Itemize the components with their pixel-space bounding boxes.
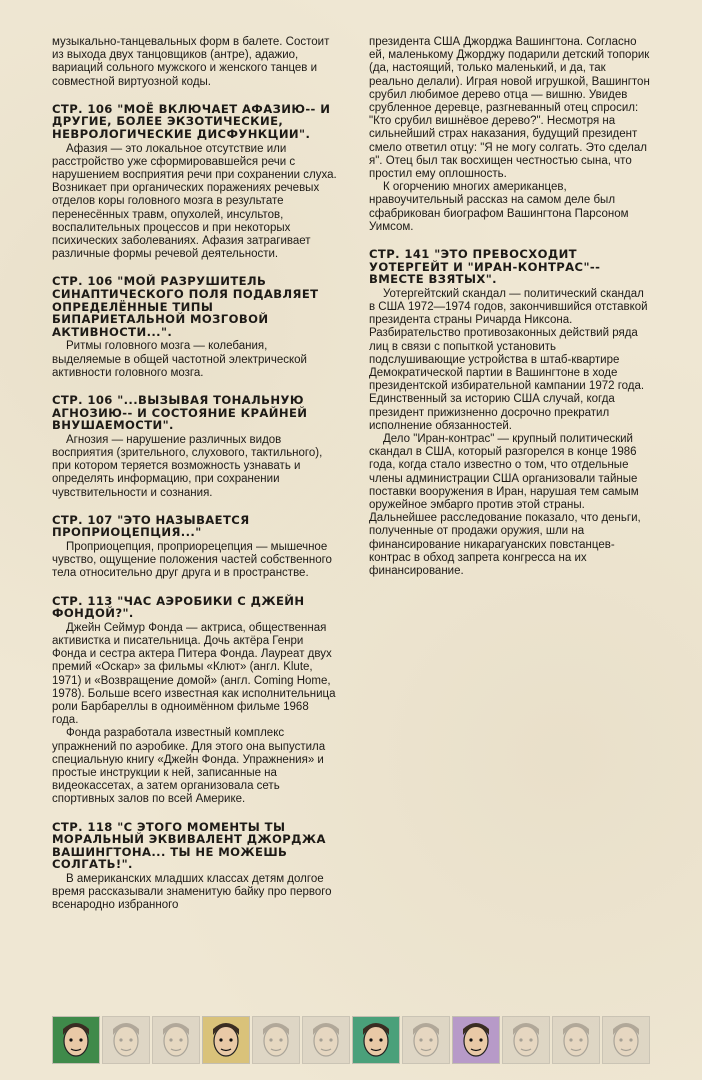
entry-heading: СТР. 106 "...ВЫЗЫВАЯ ТОНАЛЬНУЮ АГНОЗИЮ-- И СОСТОЯНИЕ КРАЙНЕЙ ВНУШАЕМОСТИ".	[52, 393, 308, 433]
right-column	[369, 36, 653, 592]
entry-paragraph: В американских младших классах детям долгое время рассказывали знаменитую байку про первого всенародно избранного	[52, 873, 332, 912]
thumb-green-man-icon	[52, 1016, 100, 1064]
thumb-faded-face-icon	[402, 1016, 450, 1064]
entry-paragraph: Афазия — это локальное отсутствие или расстройство уже сформировавшейся речи с нарушением восприятия речи при сохранении слуха. Возникает при органических поражениях речевых отделов коры головного мозга в результате перенесённых травм, опухолей, инсультов, воспалительных процессов и при некоторых психических заболеваниях. Афазия затрагивает различные формы речевой деятельности.	[52, 142, 337, 261]
entry-heading: СТР. 141 "ЭТО ПРЕВОСХОДИТ УОТЕРГЕЙТ И "ИРАН-КОНТРАС"-- ВМЕСТЕ ВЗЯТЫХ".	[369, 247, 601, 287]
entry-paragraph: музыкально-танцевальных форм в балете. Состоит из выхода двух танцовщиков (антре), адажио, вариаций сольного мужского и женского танцев и совместной виртуозной коды.	[52, 36, 330, 88]
thumb-glasses-man-icon	[452, 1016, 500, 1064]
entry-heading: СТР. 113 "ЧАС АЭРОБИКИ С ДЖЕЙН ФОНДОЙ?".	[52, 593, 305, 621]
glossary-entry	[52, 394, 338, 500]
glossary-entry	[52, 821, 338, 913]
thumb-blonde-woman-icon	[202, 1016, 250, 1064]
entry-paragraph: Уотергейтский скандал — политический скандал в США 1972—1974 годов, закончившийся отставкой президента страны Ричарда Никсона. Разбирательство противозаконных действий ряда лиц в связи с попыткой установить подслушивающие устройства в штаб-квартире Демократической партии в Вашингтоне в ходе президентской избирательной кампании 1972 года. Единственный за историю США случай, когда президент прижизненно досрочно прекратил исполнение обязанностей.	[369, 287, 648, 432]
glossary-entry	[369, 248, 653, 578]
thumb-faded-face-icon	[552, 1016, 600, 1064]
thumb-dark-hair-man-icon	[352, 1016, 400, 1064]
glossary-entry	[52, 103, 338, 262]
entry-heading: СТР. 106 "МОЁ ВКЛЮЧАЕТ АФАЗИЮ-- И ДРУГИЕ, БОЛЕЕ ЭКЗОТИЧЕСКИЕ, НЕВРОЛОГИЧЕСКИЕ ДИСФУНКЦИИ".	[52, 101, 331, 141]
entry-paragraph: президента США Джорджа Вашингтона. Согласно ей, маленькому Джорджу подарили детский топорик (да, настоящий, только маленький, и да, так реально делали). Играя новой игрушкой, Вашингтон срубил любимое дерево отца — вишню. Увидев срубленное деревце, разгневанный отец спросил: "Кто срубил вишнёвое дерево?". Несмотря на сильнейший страх наказания, будущий президент смело ответил отцу: "Я не могу солгать. Это сделал я". Отец был так восхищен честностью сына, что простил ему оплошность.	[369, 36, 650, 181]
character-thumbnail-strip	[52, 1016, 652, 1064]
entry-paragraph: Дело "Иран-контрас" — крупный политический скандал в США, который разгорелся в конце 1986 года, когда стало известно о том, что отдельные члены администрации США организовали тайные поставки вооружения в Иран, нарушая тем самым оружейное эмбарго против этой страны. Дальнейшее расследование показало, что деньги, полученные от продажи оружия, шли на финансирование никарагуанских повстанцев-контрас в обход запрета конгресса на их финансирование.	[369, 433, 641, 578]
entry-paragraph: К огорчению многих американцев, нравоучительный рассказ на самом деле был сфабрикован биографом Вашингтона Парсоном Уимсом.	[369, 181, 629, 233]
entry-paragraph: Фонда разработала известный комплекс упражнений по аэробике. Для этого она выпустила специальную книгу «Джейн Фонда. Упражнения» и простые инструкции к ней, записанные на видеокассетах, а затем организовала сеть спортивных залов по всей Америке.	[52, 727, 326, 806]
entry-heading: СТР. 106 "МОЙ РАЗРУШИТЕЛЬ СИНАПТИЧЕСКОГО ПОЛЯ ПОДАВЛЯЕТ ОПРЕДЕЛЁННЫЕ ТИПЫ БИПАРИЕТАЛЬНОЙ МОЗГОВОЙ АКТИВНОСТИ...".	[52, 274, 319, 339]
thumb-faded-face-icon	[302, 1016, 350, 1064]
left-column	[52, 36, 338, 927]
thumb-faded-face-icon	[502, 1016, 550, 1064]
entry-paragraph: Джейн Сеймур Фонда — актриса, общественная активистка и писательница. Дочь актёра Генри Фонда и сестра актера Питера Фонда. Лауреат двух премий «Оскар» за фильмы «Клют» (англ. Klute, 1971) и «Возвращение домой» (англ. Coming Home, 1978). Больше всего известная как исполнительница роли Барбареллы в одноимённом фильме 1968 года.	[52, 621, 336, 727]
glossary-entry	[52, 36, 338, 89]
entry-paragraph: Проприоцепция, проприорецепция — мышечное чувство, ощущение положения частей собственного тела относительно друг друга и в пространстве.	[52, 540, 332, 580]
glossary-entry	[369, 36, 653, 234]
thumb-faded-face-icon	[602, 1016, 650, 1064]
thumb-faded-face-icon	[252, 1016, 300, 1064]
glossary-entry	[52, 275, 338, 380]
entry-paragraph: Ритмы головного мозга — колебания, выделяемые в общей частотной электрической активности головного мозга.	[52, 340, 307, 379]
entry-heading: СТР. 107 "ЭТО НАЗЫВАЕТСЯ ПРОПРИОЦЕПЦИЯ..."	[52, 512, 250, 540]
glossary-entry	[52, 514, 338, 581]
thumb-faded-face-icon	[152, 1016, 200, 1064]
entry-paragraph: Агнозия — нарушение различных видов восприятия (зрительного, слухового, тактильного), при котором теряется возможность узнавать и определять информацию, при сохранении чувствительности и сознания.	[52, 433, 323, 499]
entry-heading: СТР. 118 "С ЭТОГО МОМЕНТЫ ТЫ МОРАЛЬНЫЙ ЭКВИВАЛЕНТ ДЖОРДЖА ВАШИНГТОНА... ТЫ НЕ МОЖЕШЬ СОЛГАТЬ!".	[52, 819, 326, 872]
thumb-faded-face-icon	[102, 1016, 150, 1064]
glossary-entry	[52, 595, 338, 807]
